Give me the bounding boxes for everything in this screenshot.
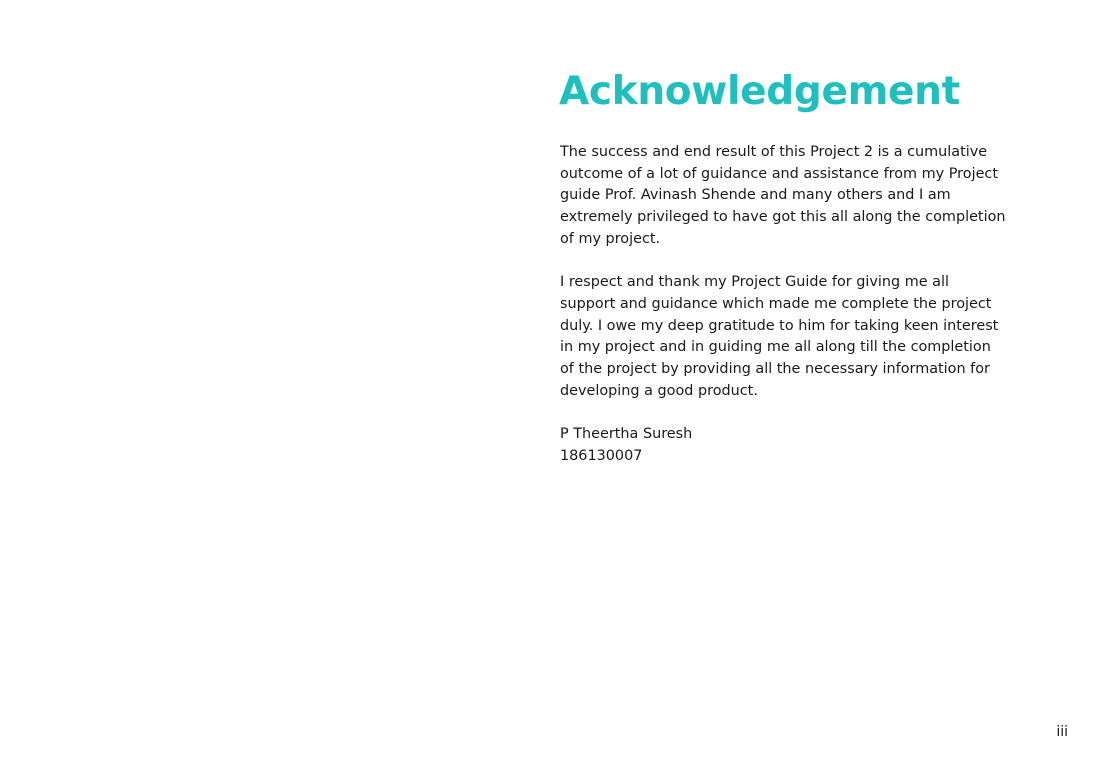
paragraph-line: I respect and thank my Project Guide for giving me all	[560, 274, 949, 291]
paragraph-line: guide Prof. Avinash Shende and many others and I am	[560, 187, 951, 204]
paragraph-line: in my project and in guiding me all along till the completion	[560, 339, 991, 356]
paragraph-line: The success and end result of this Project 2 is a cumulative	[560, 144, 988, 160]
author-id: 186130007	[560, 447, 643, 464]
paragraph-line: outcome of a lot of guidance and assistance from my Project	[560, 165, 998, 182]
paragraph-1	[560, 142, 1010, 251]
paragraph-line: of the project by providing all the necessary information for	[560, 361, 990, 378]
acknowledgement-body	[560, 142, 1010, 468]
signature-block	[560, 424, 1010, 467]
paragraph-line: duly. I owe my deep gratitude to him for taking keen interest	[560, 317, 999, 334]
page-title: Acknowledgement	[559, 69, 960, 114]
paragraph-line: developing a good product.	[560, 382, 758, 399]
paragraph-line: extremely privileged to have got this all along the completion	[560, 209, 1006, 226]
paragraph-line: support and guidance which made me complete the project	[560, 295, 992, 312]
author-name: P Theertha Suresh	[560, 426, 693, 443]
paragraph-2	[560, 272, 1010, 402]
paragraph-line: of my project.	[560, 230, 661, 247]
page-number: iii	[1056, 724, 1068, 740]
